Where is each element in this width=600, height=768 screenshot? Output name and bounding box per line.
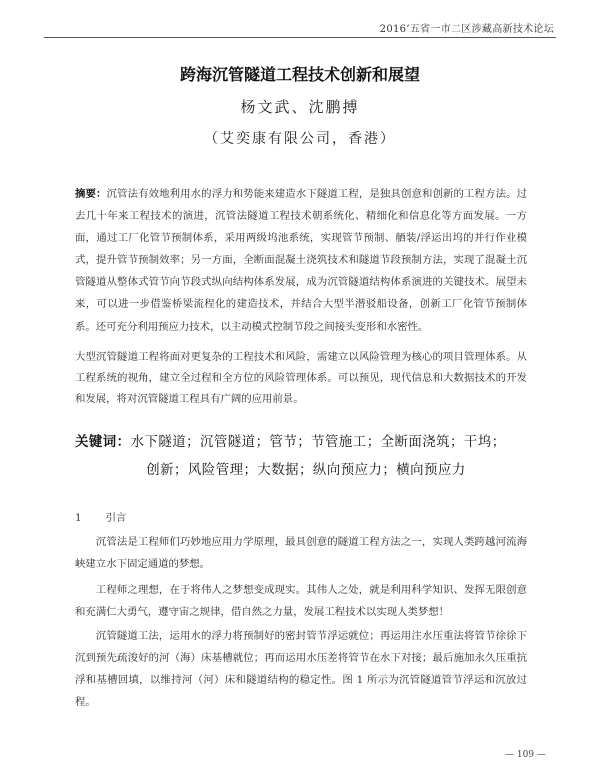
keywords-line-1: 水下隧道；沉管隧道；管节；节管施工；全断面浇筑；干坞； <box>130 435 506 450</box>
section-heading <box>75 509 150 524</box>
intro-paragraph-3: 沉管隧道工法，运用水的浮力将预制好的密封管节浮运就位；再运用注水压重法将管节徐徐下沉到预先疏浚好的河（海）床基槽就位；再而运用水压差将管节在水下对接；最后施加永久压重抗浮和基槽回填，以维持河（河）床和隧道结构的稳定性。图 1 所示为沉管隧道管节浮运和沉放过程。 <box>75 630 527 708</box>
abstract-paragraph-2: 大型沉管隧道工程将面对更复杂的工程技术和风险，需建立以风险管理为核心的项目管理体系。从工程系统的视角，建立全过程和全方位的风险管理体系。可以预见，现代信息和大数据技术的开发和发展，将对沉管隧道工程具有广阔的应用前景。 <box>75 351 527 405</box>
page-number: — 109 — <box>505 750 546 760</box>
abstract-label: 摘要： <box>75 188 107 200</box>
paper-authors: 杨文武、沈鹏搏 <box>240 98 360 116</box>
header-rule <box>44 37 556 38</box>
keywords-label: 关键词： <box>75 434 131 450</box>
paper-title: 跨海沉管隧道工程技术创新和展望 <box>179 65 420 84</box>
section-number: 1 <box>75 512 82 524</box>
abstract-text: 沉管法有效地利用水的浮力和势能来建造水下隧道工程，是独具创意和创新的工程方法。过去几十年来工程技术的演进，沉管法隧道工程技术朝系统化、精细化和信息化等方面发展。一方面，通过工厂化管节预制体系，采用两级坞池系统，实现管节预制、舾装/浮运出坞的并行作业模式，提升管节预制效率；另一方面，全断面混凝土浇筑技术和隧道节段预制方法，实现了混凝土沉管隧道从整体式管节向节段式纵向结构体系发展，成为沉管隧道结构体系演进的关键技术。展望未来，可以进一步借鉴桥梁流程化的建造技术，并结合大型半潜驳船设备，创新工厂化管节预制体系。还可充分利用预应力技术，以主动模式控制节段之间接头变形和水密性。 <box>75 188 527 333</box>
keywords <box>75 428 527 485</box>
keywords-line-2: 创新；风险管理；大数据；纵向预应力；横向预应力 <box>146 463 466 478</box>
paper-affiliation: （艾奕康有限公司，香港） <box>204 131 396 147</box>
abstract <box>75 183 527 338</box>
section-title: 引言 <box>105 512 127 524</box>
intro-paragraph-2: 工程师之理想，在于将伟人之梦想变成现实。其伟人之处，就是利用科学知识、发挥无限创意和充满仁大勇气，遵守宙之规律，借自然之力量，发展工程技术以实现人类梦想！ <box>75 584 527 618</box>
running-header: 2016’五省一市二区涉藏高新技术论坛 <box>379 24 554 35</box>
intro-paragraph-1: 沉管法是工程师们巧妙地应用力学原理，最具创意的隧道工程方法之一，实现人类跨越河流海峡建立水下固定通道的梦想。 <box>75 536 527 570</box>
